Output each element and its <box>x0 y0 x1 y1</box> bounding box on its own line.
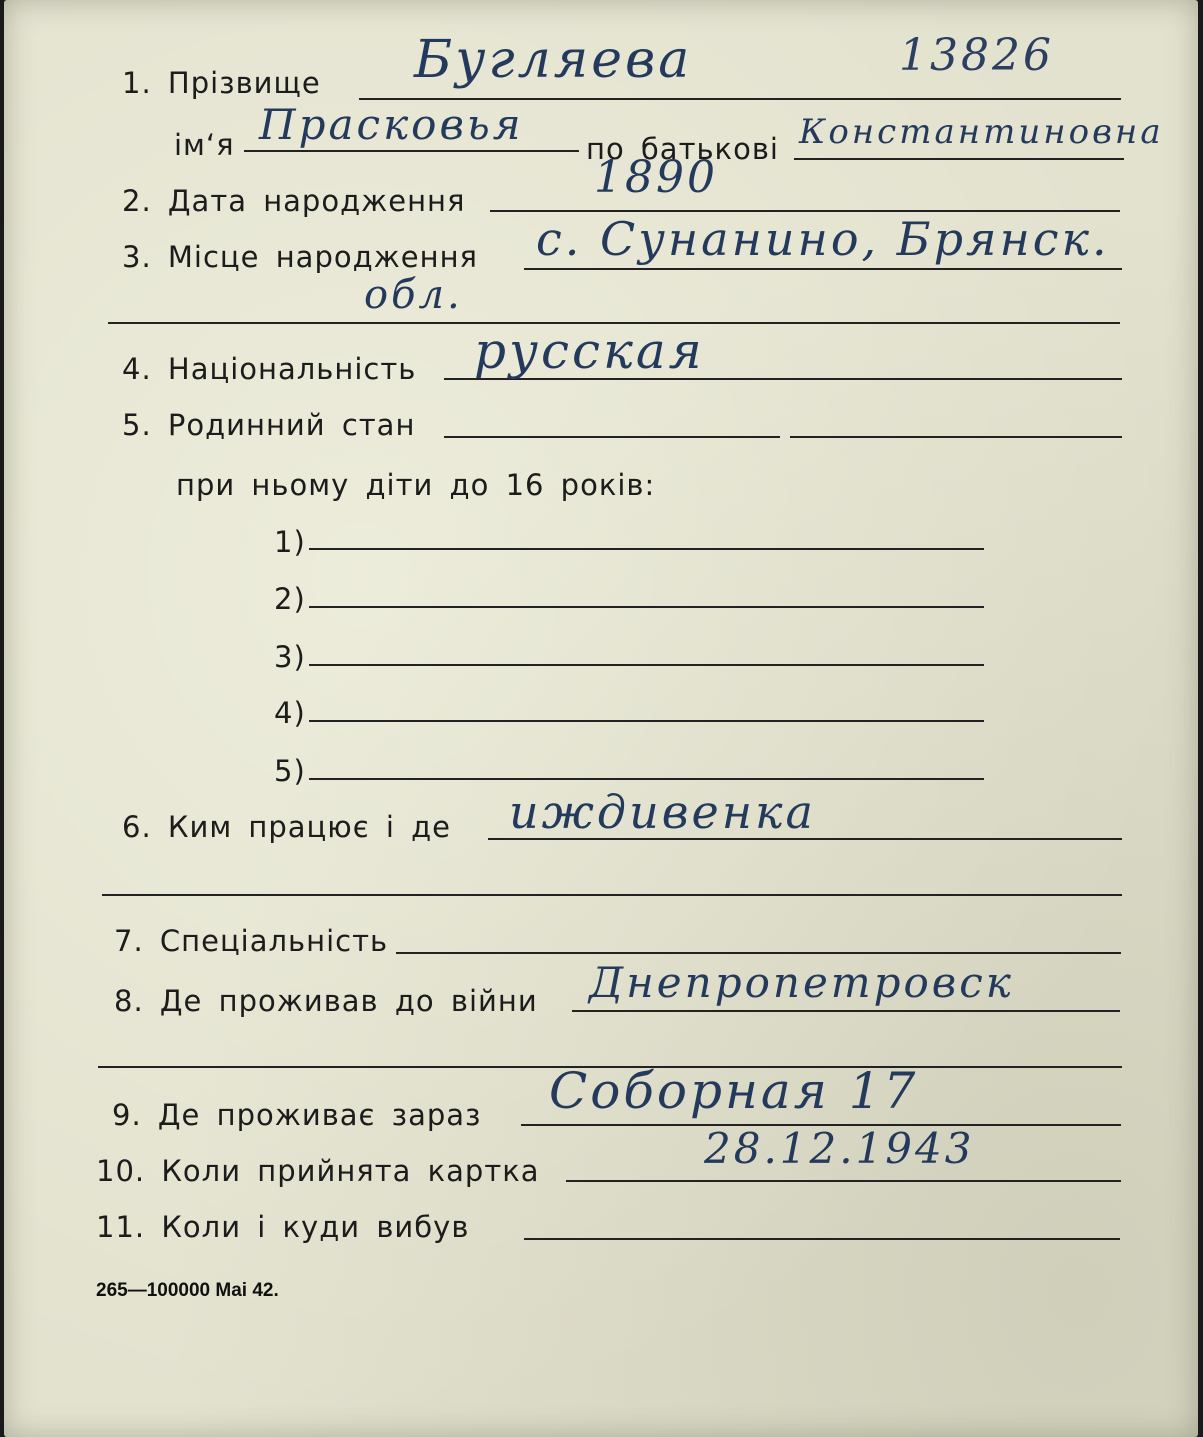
birth-place-cont: обл. <box>364 272 463 318</box>
marital-line-2 <box>790 436 1122 438</box>
departure-line <box>524 1238 1120 1240</box>
birth-place-value: с. Сунанино, Брянск. <box>536 212 1110 266</box>
work-value: иждивенка <box>509 785 816 839</box>
children-label: при ньому діти до 16 років: <box>176 468 656 502</box>
patronymic-label: по батькові <box>586 132 779 166</box>
patronymic-line <box>794 158 1124 160</box>
child-3-line <box>309 664 984 666</box>
patronymic-value: Константиновна <box>799 112 1164 152</box>
field-7-label: 7. Спеціальність <box>114 924 389 958</box>
child-3-label: 3) <box>274 640 306 674</box>
surname-value: Бугляева <box>414 30 693 90</box>
birth-place-line <box>524 268 1122 270</box>
child-4-label: 4) <box>274 696 306 730</box>
card-date-value: 28.12.1943 <box>704 1124 975 1173</box>
card-number: 13826 <box>899 30 1054 81</box>
specialty-line <box>396 952 1121 954</box>
field-5-label: 5. Родинний стан <box>122 408 416 442</box>
prewar-line <box>572 1010 1120 1012</box>
child-1-label: 1) <box>274 525 306 559</box>
card-date-line <box>566 1180 1121 1182</box>
birth-date-value: 1890 <box>594 152 718 203</box>
child-2-line <box>309 606 984 608</box>
name-label: ім‘я <box>174 128 235 162</box>
prewar-value: Днепропетровск <box>589 958 1014 1007</box>
child-2-label: 2) <box>274 582 306 616</box>
name-line <box>244 150 579 152</box>
child-1-line <box>309 548 984 550</box>
name-value: Прасковья <box>259 100 524 149</box>
field-2-label: 2. Дата народження <box>122 184 466 218</box>
work-line-2 <box>102 894 1122 896</box>
registration-card <box>4 0 1198 1437</box>
field-6-label: 6. Ким працює і де <box>122 810 452 844</box>
nationality-value: русская <box>474 322 705 380</box>
field-9-label: 9. Де проживає зараз <box>112 1098 482 1132</box>
child-4-line <box>309 720 984 722</box>
field-10-label: 10. Коли прийнята картка <box>96 1154 540 1188</box>
child-5-label: 5) <box>274 754 306 788</box>
child-5-line <box>309 778 984 780</box>
field-4-label: 4. Національність <box>122 352 417 386</box>
field-1-label: 1. Прізвище <box>122 66 321 100</box>
print-code: 265—100000 Mai 42. <box>96 1280 279 1301</box>
field-8-label: 8. Де проживав до війни <box>114 984 538 1018</box>
marital-line-1 <box>444 436 780 438</box>
current-residence-value: Соборная 17 <box>549 1062 919 1120</box>
field-3-label: 3. Місце народження <box>122 240 478 274</box>
field-11-label: 11. Коли і куди вибув <box>96 1210 470 1244</box>
